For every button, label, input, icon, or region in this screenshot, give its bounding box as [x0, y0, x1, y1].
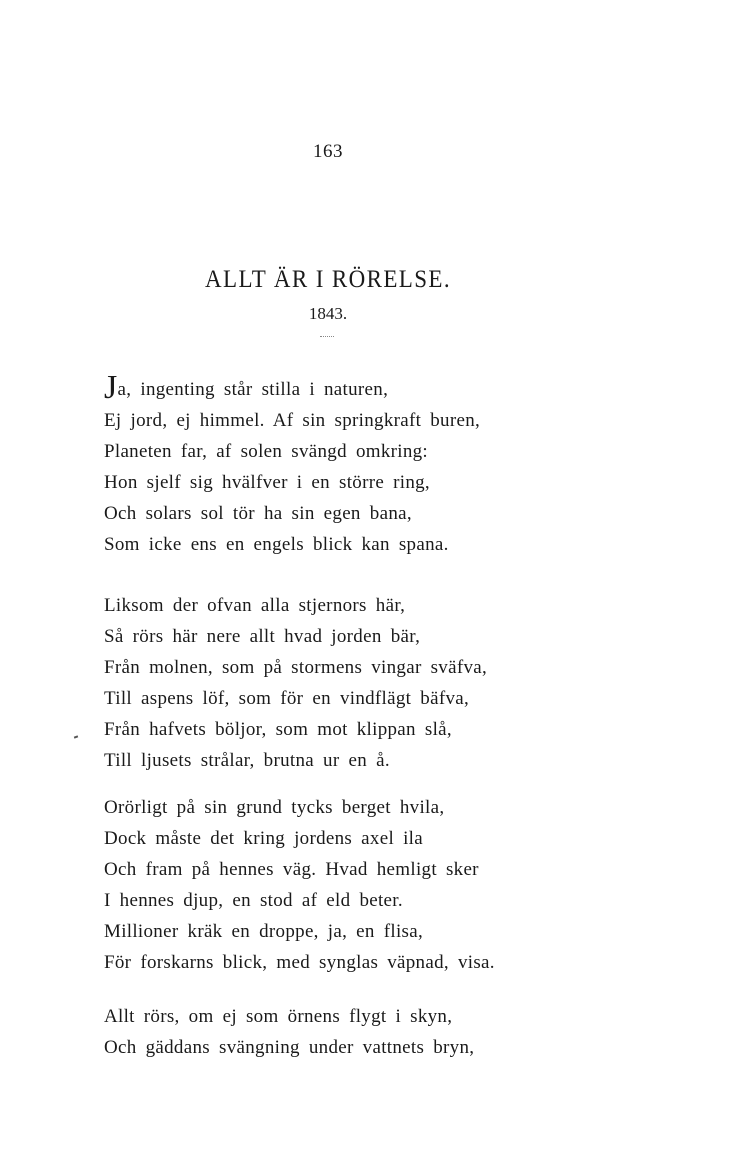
verse-line: Liksom der ofvan alla stjernors här,	[104, 595, 406, 616]
verse-line: Och gäddans svängning under vattnets bryn,	[104, 1037, 475, 1058]
stanza-2	[104, 590, 524, 776]
verse-line: Orörligt på sin grund tycks berget hvila,	[104, 797, 445, 818]
poem-title: ALLT ÄR I RÖRELSE.	[205, 266, 451, 293]
stanza-1	[104, 369, 524, 560]
poem-year: 1843.	[308, 304, 348, 323]
verse-line: I hennes djup, en stod af eld beter.	[104, 890, 403, 911]
verse-line: Dock måste det kring jordens axel ila	[104, 828, 423, 849]
verse-line: Från molnen, som på stormens vingar sväfva,	[104, 657, 488, 678]
verse-line: Från hafvets böljor, som mot klippan slå,	[104, 719, 452, 740]
verse-line: Ej jord, ej himmel. Af sin springkraft buren,	[104, 410, 481, 431]
verse-line: Och fram på hennes väg. Hvad hemligt sker	[104, 859, 479, 880]
stanza-3	[104, 792, 524, 978]
title-ornament	[320, 336, 334, 337]
verse-line: Planeten far, af solen svängd omkring:	[104, 441, 429, 462]
verse-line: Till ljusets strålar, brutna ur en å.	[104, 750, 390, 771]
margin-mark	[74, 735, 78, 738]
verse-line: Millioner kräk en droppe, ja, en flisa,	[104, 921, 424, 942]
verse-line: För forskarns blick, med synglas väpnad, visa.	[104, 952, 495, 973]
verse-line: Allt rörs, om ej som örnens flygt i skyn,	[104, 1006, 453, 1027]
verse-line: Ja, ingenting står stilla i naturen,	[104, 369, 389, 406]
verse-line: Till aspens löf, som för en vindflägt bäfva,	[104, 688, 470, 709]
drop-cap: J	[104, 369, 118, 406]
page-number: 163	[313, 141, 343, 162]
verse-line: Så rörs här nere allt hvad jorden bär,	[104, 626, 421, 647]
verse-line: Hon sjelf sig hvälfver i en större ring,	[104, 472, 430, 493]
stanza-4	[104, 1001, 524, 1063]
verse-line: Som icke ens en engels blick kan spana.	[104, 534, 449, 555]
verse-line: Och solars sol tör ha sin egen bana,	[104, 503, 412, 524]
